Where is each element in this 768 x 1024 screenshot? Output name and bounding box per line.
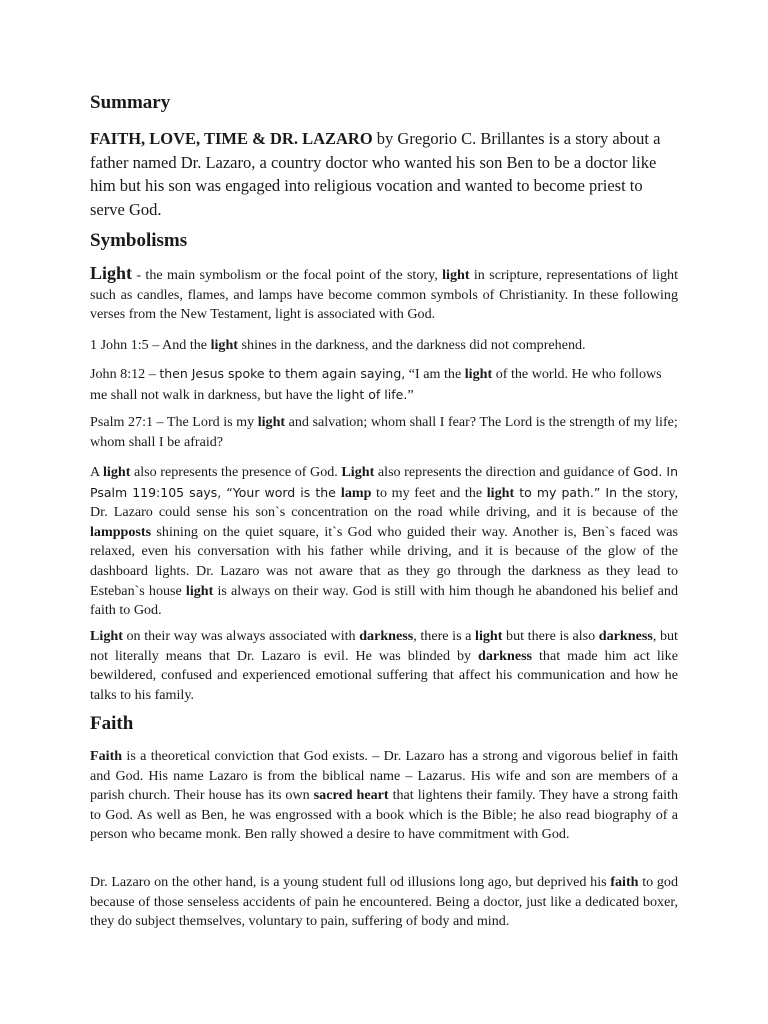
symbolisms-heading: Symbolisms [90,230,188,251]
light-term: Light [90,263,133,283]
story-title: FAITH, LOVE, TIME & DR. LAZARO [90,129,373,148]
light-presence-paragraph: A light also represents the presence of God. Light also represents the direction and guidance of God. In Psalm 119:105 says, “Your word is the lamp to my feet and the light to my path.” In the story, Dr. Lazaro could sense his son`s concentration on the road while driving, and it is because of the lampposts shining on the quiet square, it`s God who guided their way. Another is, Ben`s faced was relaxed, even his conversation with his father while driving, and it is because of the glow of the dashboard lights. Dr. Lazaro was not aware that as they go through the darkness as they lead to Esteban`s house light is always on their way. God is still with him though he abandoned his belief and faith to God. [90,464,678,619]
verse-psalm: Psalm 27:1 – The Lord is my light and salvation; whom shall I fear? The Lord is the strength of my life; whom shall I be afraid? [90,414,678,450]
light-paragraph: Light - the main symbolism or the focal point of the story, light in scripture, representations of light such as candles, flames, and lamps have become common symbols of Christianity. In these following verses from the New Testament, light is associated with God. [90,263,678,323]
verse-john: John 8:12 – then Jesus spoke to them again saying, “I am the light of the world. He who follows me shall not walk in darkness, but have the light of life.” [90,366,662,403]
faith-heading: Faith [90,713,134,734]
faith-paragraph-2: Dr. Lazaro on the other hand, is a young student full od illusions long ago, but deprived his faith to god because of those senseless accidents of pain he encountered. Being a doctor, just like a dedicated boxer, they do subject themselves, voluntary to pain, suffering of body and mind. [90,874,679,930]
summary-heading: Summary [90,92,171,113]
verse-1-john: 1 John 1:5 – And the light shines in the darkness, and the darkness did not comprehend. [90,337,586,353]
summary-paragraph [90,127,678,221]
faith-paragraph-1: Faith is a theoretical conviction that God exists. – Dr. Lazaro has a strong and vigorous belief in faith and God. His name Lazaro is from the biblical name – Lazarus. His wife and son are members of a parish church. Their house has its own sacred heart that lightens their family. They have a strong faith to God. As well as Ben, he was engrossed with a book which is the Bible; he also read biography of a person who became monk. Ben rally showed a desire to have commitment with God. [90,748,678,843]
light-darkness-paragraph: Light on their way was always associated with darkness, there is a light but there is also darkness, but not literally means that Dr. Lazaro is evil. He was blinded by darkness that made him act like bewildered, confused and experienced emotional suffering that affect his communication and how he talks to his family. [90,628,678,703]
summary-text: by Gregorio C. Brillantes is a story about a father named Dr. Lazaro, a country doctor who wanted his son Ben to be a doctor like him but his son was engaged into religious vocation and wanted to become priest to serve God. [90,129,661,219]
